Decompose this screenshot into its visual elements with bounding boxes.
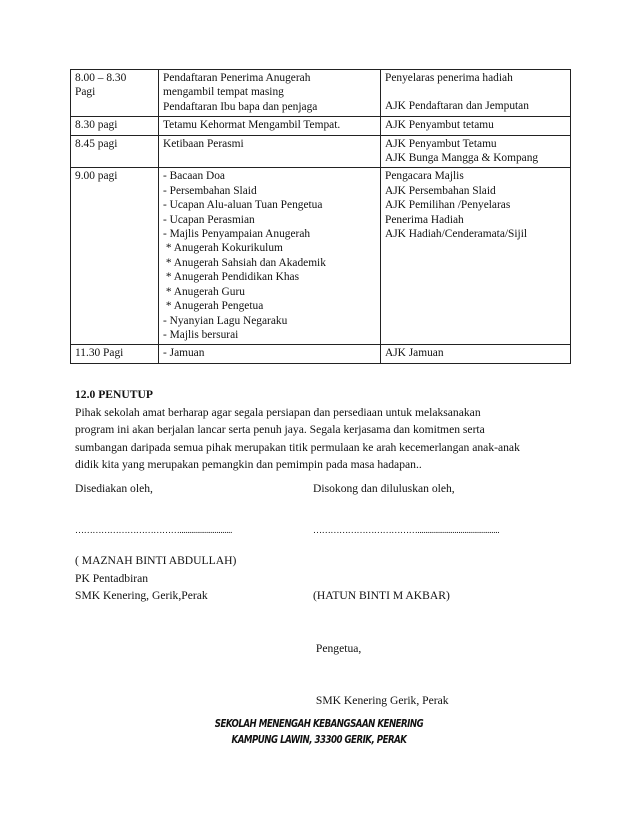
time-cell bbox=[71, 70, 159, 117]
person-line: AJK Bunga Mangga & Kompang bbox=[385, 152, 539, 165]
activity-line: - Ucapan Alu-aluan Tuan Pengetua bbox=[163, 199, 323, 212]
activity-line: mengambil tempat masing bbox=[163, 86, 284, 99]
activity-line: Tetamu Kehormat Mengambil Tempat. bbox=[163, 119, 341, 132]
person-line bbox=[385, 85, 566, 99]
closing-line: program ini akan berjalan lancar serta penuh jaya. Segala kerjasama dan komitmen serta bbox=[75, 423, 485, 436]
prepared-by-caption: Disediakan oleh, bbox=[75, 482, 153, 495]
approver-org: SMK Kenering Gerik, Perak bbox=[313, 694, 449, 707]
person-line: Penyelaras penerima hadiah bbox=[385, 72, 513, 84]
activity-line: - Bacaan Doa bbox=[163, 170, 225, 183]
activity-line: * Anugerah Pengetua bbox=[163, 300, 264, 313]
time-cell bbox=[71, 135, 159, 168]
schedule-row bbox=[71, 345, 571, 363]
closing-section bbox=[75, 386, 575, 474]
activity-line: - Majlis Penyampaian Anugerah bbox=[163, 228, 311, 241]
activity-line: - Nyanyian Lagu Negaraku bbox=[163, 314, 288, 327]
closing-line: Pihak sekolah amat berharap agar segala persiapan dan persediaan untuk melaksanakan bbox=[75, 405, 481, 419]
schedule-row bbox=[71, 168, 571, 345]
person-line: Penerima Hadiah bbox=[385, 213, 464, 226]
person-cell bbox=[381, 70, 571, 117]
activity-line: - Persembahan Slaid bbox=[163, 184, 257, 197]
footer-school-address: KAMPUNG LAWIN, 33300 GERIK, PERAK bbox=[231, 734, 407, 746]
activity-cell bbox=[159, 135, 381, 168]
time-line: 8.30 pagi bbox=[75, 119, 118, 132]
person-cell bbox=[381, 117, 571, 135]
approver-title: Pengetua, bbox=[313, 641, 362, 655]
approver-name: (HATUN BINTI M AKBAR) bbox=[313, 589, 450, 602]
schedule-row bbox=[71, 117, 571, 135]
approved-signature-line: ……………………………….......................................... bbox=[313, 525, 500, 535]
preparer-org: SMK Kenering, Gerik,Perak bbox=[75, 589, 208, 602]
person-line: AJK Penyambut Tetamu bbox=[385, 137, 497, 150]
activity-line: * Anugerah Pendidikan Khas bbox=[163, 271, 300, 284]
closing-heading: 12.0 PENUTUP bbox=[75, 388, 153, 401]
person-line: AJK Jamuan bbox=[385, 347, 444, 360]
person-line: Pengacara Majlis bbox=[385, 170, 464, 183]
activity-cell bbox=[159, 70, 381, 117]
preparer-name: ( MAZNAH BINTI ABDULLAH) bbox=[75, 554, 237, 567]
approver-block bbox=[313, 552, 450, 727]
person-cell bbox=[381, 168, 571, 345]
person-line: AJK Hadiah/Cenderamata/Sijil bbox=[385, 228, 528, 241]
footer-school-name: SEKOLAH MENENGAH KEBANGSAAN KENERING bbox=[214, 718, 424, 730]
activity-cell bbox=[159, 168, 381, 345]
activity-cell bbox=[159, 117, 381, 135]
activity-line: * Anugerah Sahsiah dan Akademik bbox=[163, 256, 326, 269]
time-cell bbox=[71, 168, 159, 345]
activity-line: * Anugerah Kokurikulum bbox=[163, 242, 283, 255]
person-line: AJK Pendaftaran dan Jemputan bbox=[385, 100, 529, 113]
activity-cell bbox=[159, 345, 381, 363]
preparer-block bbox=[75, 552, 236, 605]
time-line: 9.00 pagi bbox=[75, 170, 118, 183]
schedule-body bbox=[71, 70, 571, 364]
activity-line: * Anugerah Guru bbox=[163, 285, 245, 298]
approved-by-caption: Disokong dan diluluskan oleh, bbox=[313, 482, 455, 495]
time-line: Pagi bbox=[75, 86, 96, 99]
closing-line: didik kita yang merupakan pemangkin dan pemimpin pada masa hadapan.. bbox=[75, 458, 422, 471]
activity-line: - Majlis bersurai bbox=[163, 328, 239, 341]
person-cell bbox=[381, 135, 571, 168]
time-line: 8.45 pagi bbox=[75, 137, 118, 150]
preparer-title: PK Pentadbiran bbox=[75, 571, 149, 585]
schedule-row bbox=[71, 70, 571, 117]
activity-line: Pendaftaran Ibu bapa dan penjaga bbox=[163, 100, 318, 113]
person-line: AJK Penyambut tetamu bbox=[385, 119, 494, 132]
prepared-signature-line: ………………………………........................... bbox=[75, 525, 233, 535]
activity-line: - Ucapan Perasmian bbox=[163, 213, 255, 226]
schedule-row bbox=[71, 135, 571, 168]
time-line: 11.30 Pagi bbox=[75, 347, 124, 360]
person-cell bbox=[381, 345, 571, 363]
time-cell bbox=[71, 117, 159, 135]
activity-line: - Jamuan bbox=[163, 347, 205, 360]
time-cell bbox=[71, 345, 159, 363]
schedule-table bbox=[70, 69, 571, 364]
activity-line: Pendaftaran Penerima Anugerah bbox=[163, 72, 311, 84]
activity-line: Ketibaan Perasmi bbox=[163, 137, 244, 150]
person-line: AJK Persembahan Slaid bbox=[385, 184, 496, 197]
person-line: AJK Pemilihan /Penyelaras bbox=[385, 199, 511, 212]
closing-line: sumbangan daripada semua pihak merupakan titik permulaan ke arah kecemerlangan anak-anak bbox=[75, 440, 520, 454]
time-line: 8.00 – 8.30 bbox=[75, 72, 127, 84]
